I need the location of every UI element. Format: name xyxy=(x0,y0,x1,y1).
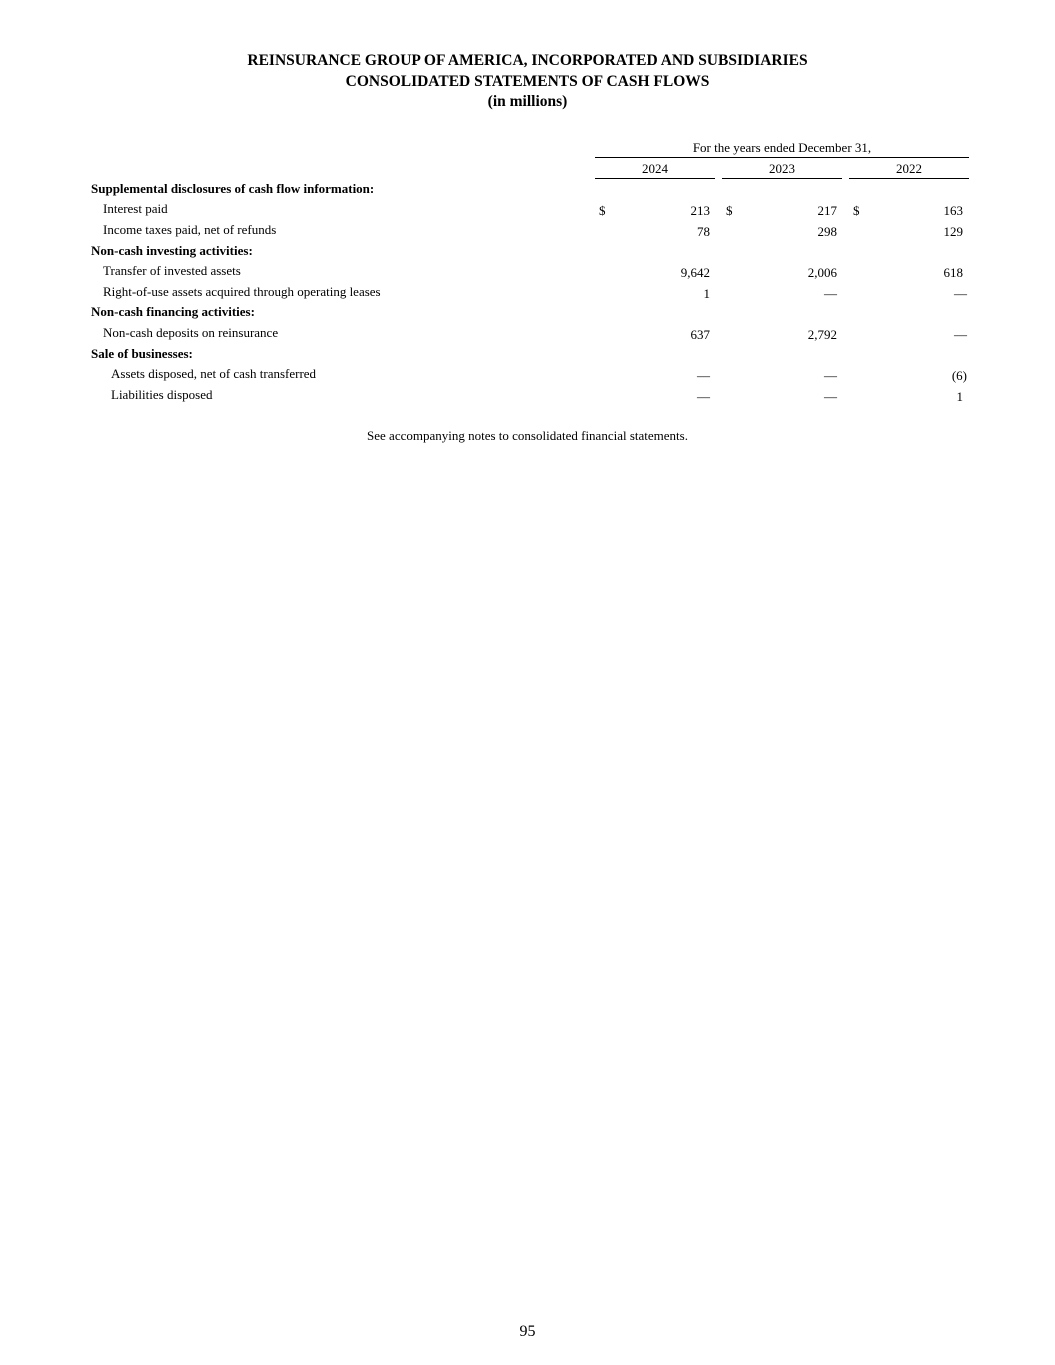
value-2022: 1 xyxy=(956,389,963,404)
value-2022: (6) xyxy=(951,368,967,383)
year-header-2023: 2023 xyxy=(769,161,795,176)
value-2024: — xyxy=(697,389,710,404)
table-row xyxy=(0,346,1055,366)
value-2023: — xyxy=(824,389,837,404)
table-row xyxy=(0,201,1055,221)
year-rule-2024 xyxy=(595,178,715,179)
value-2023: 298 xyxy=(817,224,837,239)
value-2023: — xyxy=(824,368,837,383)
section-heading: Supplemental disclosures of cash flow information: xyxy=(91,181,375,196)
year-rule-2022 xyxy=(849,178,969,179)
table-row xyxy=(0,181,1055,201)
value-2022: — xyxy=(954,286,967,301)
statement-header xyxy=(0,51,1055,113)
value-2024: 213 xyxy=(690,203,710,218)
value-2023: — xyxy=(824,286,837,301)
currency-symbol: $ xyxy=(599,203,606,218)
value-2024: 1 xyxy=(703,286,710,301)
value-2022: — xyxy=(954,327,967,342)
table-row xyxy=(0,325,1055,345)
value-2023: 2,006 xyxy=(807,265,837,280)
row-label: Interest paid xyxy=(103,201,168,216)
table-row xyxy=(0,366,1055,386)
value-2024: 637 xyxy=(690,327,710,342)
value-2024: — xyxy=(697,368,710,383)
table-row xyxy=(0,222,1055,242)
row-label: Right-of-use assets acquired through operating leases xyxy=(103,284,381,299)
value-2023: 2,792 xyxy=(807,327,837,342)
period-header-rule xyxy=(595,157,969,158)
row-label: Assets disposed, net of cash transferred xyxy=(111,366,317,381)
table-row xyxy=(0,387,1055,407)
period-header: For the years ended December 31, xyxy=(692,140,872,155)
row-label: Transfer of invested assets xyxy=(103,263,241,278)
value-2022: 129 xyxy=(943,224,963,239)
company-name: REINSURANCE GROUP OF AMERICA, INCORPORATED AND SUBSIDIARIES xyxy=(247,52,808,69)
row-label: Non-cash deposits on reinsurance xyxy=(103,325,279,340)
footer-note: See accompanying notes to consolidated financial statements. xyxy=(367,428,688,443)
section-heading: Non-cash financing activities: xyxy=(91,304,255,319)
page-number: 95 xyxy=(519,1323,536,1340)
statement-units: (in millions) xyxy=(487,93,568,110)
table-row xyxy=(0,243,1055,263)
value-2022: 163 xyxy=(943,203,963,218)
value-2024: 78 xyxy=(697,224,710,239)
year-header-2022: 2022 xyxy=(896,161,922,176)
currency-symbol: $ xyxy=(853,203,860,218)
currency-symbol: $ xyxy=(726,203,733,218)
row-label: Liabilities disposed xyxy=(111,387,213,402)
value-2023: 217 xyxy=(817,203,837,218)
table-row xyxy=(0,263,1055,283)
row-label: Income taxes paid, net of refunds xyxy=(103,222,277,237)
year-header-2024: 2024 xyxy=(642,161,668,176)
section-heading: Non-cash investing activities: xyxy=(91,243,253,258)
year-rule-2023 xyxy=(722,178,842,179)
table-row xyxy=(0,284,1055,304)
value-2022: 618 xyxy=(943,265,963,280)
section-heading: Sale of businesses: xyxy=(91,346,193,361)
value-2024: 9,642 xyxy=(680,265,710,280)
statement-title: CONSOLIDATED STATEMENTS OF CASH FLOWS xyxy=(345,72,710,90)
table-row xyxy=(0,304,1055,324)
